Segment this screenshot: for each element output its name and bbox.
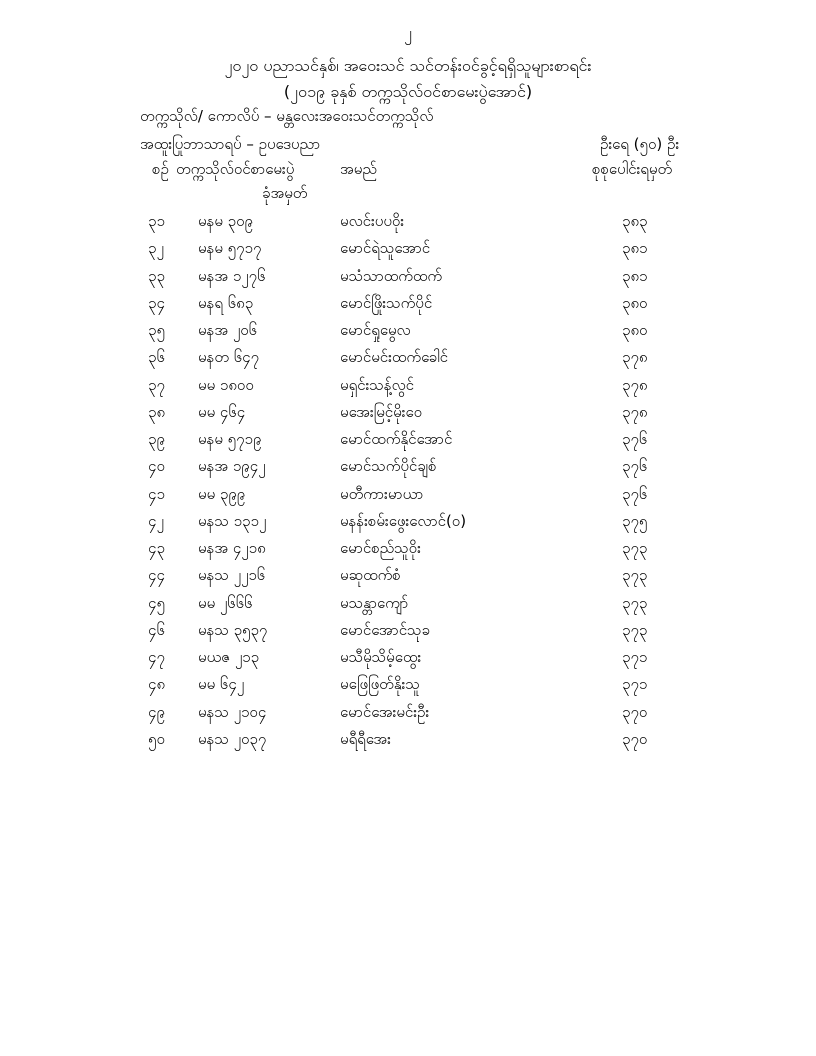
table-row — [0, 317, 816, 344]
total-marks: ၃၇၈ — [622, 348, 648, 367]
total-marks: ၃၇၃ — [622, 566, 648, 585]
student-name: မောင်ရဲသူအောင် — [340, 239, 431, 258]
row-number: ၃၃ — [148, 266, 165, 285]
student-name: မနန်းစမ်းဖွေးလောင်(ဝ) — [340, 511, 467, 530]
table-row — [0, 726, 816, 753]
table-row — [0, 399, 816, 426]
document-subtitle: (၂၀၁၉ ခုနှစ် တက္ကသိုလ်ဝင်စာမေးပွဲအောင်) — [283, 82, 533, 101]
table-row — [0, 590, 816, 617]
roll-number: မနရ ၆၈၃ — [198, 293, 254, 312]
total-marks: ၃၈၁ — [622, 266, 648, 285]
total-marks: ၃၇၃ — [622, 593, 648, 612]
row-number: ၄၆ — [148, 620, 165, 639]
total-marks: ၃၇၆ — [622, 457, 648, 476]
roll-number: မနတ ၆၄၇ — [198, 348, 260, 367]
row-number: ၃၇ — [148, 375, 165, 394]
roll-number: မမ ၆၄၂ — [198, 675, 245, 694]
row-number: ၄၁ — [148, 484, 165, 503]
row-number: ၄၅ — [148, 593, 165, 612]
roll-number: မနမ ၅၇၁၉ — [198, 430, 262, 448]
student-name: မသီမိုသိမ့်ထွေး — [340, 648, 422, 666]
table-row — [0, 508, 816, 535]
table-row — [0, 453, 816, 480]
row-number: ၃၁ — [148, 212, 165, 230]
total-marks: ၃၈၀ — [622, 321, 648, 339]
student-name: မရှင်းသန့်လွင် — [340, 375, 414, 394]
total-marks: ၃၇၈ — [622, 375, 648, 394]
roll-number: မမ ၄၆၄ — [198, 402, 246, 421]
student-name: မဆုထက်စံ — [340, 566, 401, 585]
table-row — [0, 263, 816, 290]
roll-number: မနအ ၁၂၇၆ — [198, 266, 266, 285]
student-table — [0, 208, 816, 753]
roll-number: မမ ၃၉၉ — [198, 484, 246, 503]
table-row — [0, 699, 816, 726]
roll-number: မမ ၁၈၀၀ — [198, 375, 254, 394]
roll-number: မနသ ၂၂၁၆ — [198, 566, 266, 585]
roll-number: မနသ ၁၃၁၂ — [198, 511, 267, 530]
student-name: မောင်ဖြိုးသက်ပိုင် — [340, 293, 433, 312]
roll-number: မနအ ၄၂၁၈ — [198, 539, 266, 557]
student-name: မရီရီအေး — [340, 729, 391, 748]
table-row — [0, 426, 816, 453]
total-marks: ၃၇၀ — [622, 702, 648, 721]
row-number: ၃၆ — [148, 348, 165, 367]
table-row — [0, 617, 816, 644]
total-marks: ၃၇၁ — [622, 648, 648, 666]
table-row — [0, 344, 816, 371]
roll-number: မယဇ ၂၁၃ — [198, 648, 260, 666]
row-number: ၃၈ — [148, 402, 166, 421]
roll-number: မနအ ၁၉၄၂ — [198, 457, 266, 476]
document-title: ၂၀၂၀ ပညာသင်နှစ်၊ အဝေးသင် သင်တန်းဝင်ခွင့်ရရှိသူများစာရင်း — [224, 56, 592, 75]
student-name: မောင်ရှုမွေလ — [340, 321, 411, 339]
table-row — [0, 535, 816, 562]
total-marks: ၃၇၀ — [622, 729, 648, 748]
row-number: ၃၉ — [148, 430, 165, 448]
column-header-name: အမည် — [340, 160, 377, 178]
total-marks: ၃၇၅ — [622, 511, 648, 530]
row-number: ၄၄ — [148, 566, 165, 585]
total-marks: ၃၈၀ — [622, 293, 648, 312]
table-row — [0, 372, 816, 399]
total-marks: ၃၈၃ — [622, 212, 648, 230]
student-name: မောင်အောင်သုခ — [340, 620, 430, 639]
row-number: ၄၃ — [148, 539, 165, 557]
column-header-roll-sub: ခုံအမှတ် — [262, 184, 308, 202]
roll-number: မနသ ၂၀၃၇ — [198, 729, 267, 748]
table-row — [0, 671, 816, 698]
row-number: ၄၉ — [148, 702, 165, 721]
row-number: ၃၂ — [148, 239, 164, 258]
student-count: ဦးရေ (၅၀) ဦး — [600, 135, 680, 153]
table-row — [0, 481, 816, 508]
row-number: ၄၂ — [148, 511, 164, 530]
column-header-no: စဉ် — [152, 160, 169, 178]
roll-number: မမ ၂၆၆၆ — [198, 593, 253, 612]
total-marks: ၃၇၁ — [622, 675, 648, 694]
page-number: ၂ — [404, 23, 412, 42]
row-number: ၄၇ — [148, 648, 165, 666]
student-name: မသံသာထက်ထက် — [340, 266, 443, 285]
row-number: ၄၀ — [148, 457, 165, 476]
student-name: မောင်စည်သူဝိုး — [340, 539, 421, 557]
roll-number: မနသ ၃၅၃၇ — [198, 620, 268, 639]
roll-number: မနအ ၂၀၆ — [198, 321, 258, 339]
row-number: ၃၄ — [148, 293, 165, 312]
student-name: မသန္တာကျော် — [340, 593, 409, 612]
total-marks: ၃၇၈ — [622, 402, 648, 421]
student-name: မောင်အေးမင်းဦး — [340, 702, 430, 721]
student-name: မတီကားမာယာ — [340, 484, 424, 503]
table-row — [0, 290, 816, 317]
student-name: မလင်းပပဝိုး — [340, 212, 405, 230]
column-header-roll: တက္ကသိုလ်ဝင်စာမေးပွဲ — [176, 160, 295, 178]
student-name: မောင်ထက်နိုင်အောင် — [340, 430, 453, 448]
roll-number: မနသ ၂၁၀၄ — [198, 702, 267, 721]
student-name: မဖြေဖြတ်နိုးသူ — [340, 675, 420, 694]
row-number: ၅၀ — [148, 729, 165, 748]
row-number: ၄၈ — [148, 675, 166, 694]
table-row — [0, 235, 816, 262]
subject-line: အထူးပြုဘာသာရပ် – ဥပဒေပညာ — [140, 135, 321, 153]
total-marks: ၃၇၆ — [622, 430, 648, 448]
table-row — [0, 562, 816, 589]
table-row — [0, 644, 816, 671]
roll-number: မနမ ၅၇၁၇ — [198, 239, 262, 258]
total-marks: ၃၇၃ — [622, 620, 648, 639]
table-row — [0, 208, 816, 235]
column-header-marks: စုစုပေါင်းရမှတ် — [592, 160, 673, 178]
total-marks: ၃၇၆ — [622, 484, 648, 503]
student-name: မအေးမြင့်မိုးဝေ — [340, 402, 423, 421]
roll-number: မနမ ၃၀၉ — [198, 212, 253, 230]
total-marks: ၃၇၃ — [622, 539, 648, 557]
total-marks: ၃၈၁ — [622, 239, 648, 258]
row-number: ၃၅ — [148, 321, 165, 339]
student-name: မောင်မင်းထက်ခေါင် — [340, 348, 448, 367]
student-name: မောင်သက်ပိုင်ချစ် — [340, 457, 437, 476]
university-line: တက္ကသိုလ်/ ကောလိပ် – မန္တလေးအဝေးသင်တက္ကသိုလ် — [140, 107, 434, 125]
